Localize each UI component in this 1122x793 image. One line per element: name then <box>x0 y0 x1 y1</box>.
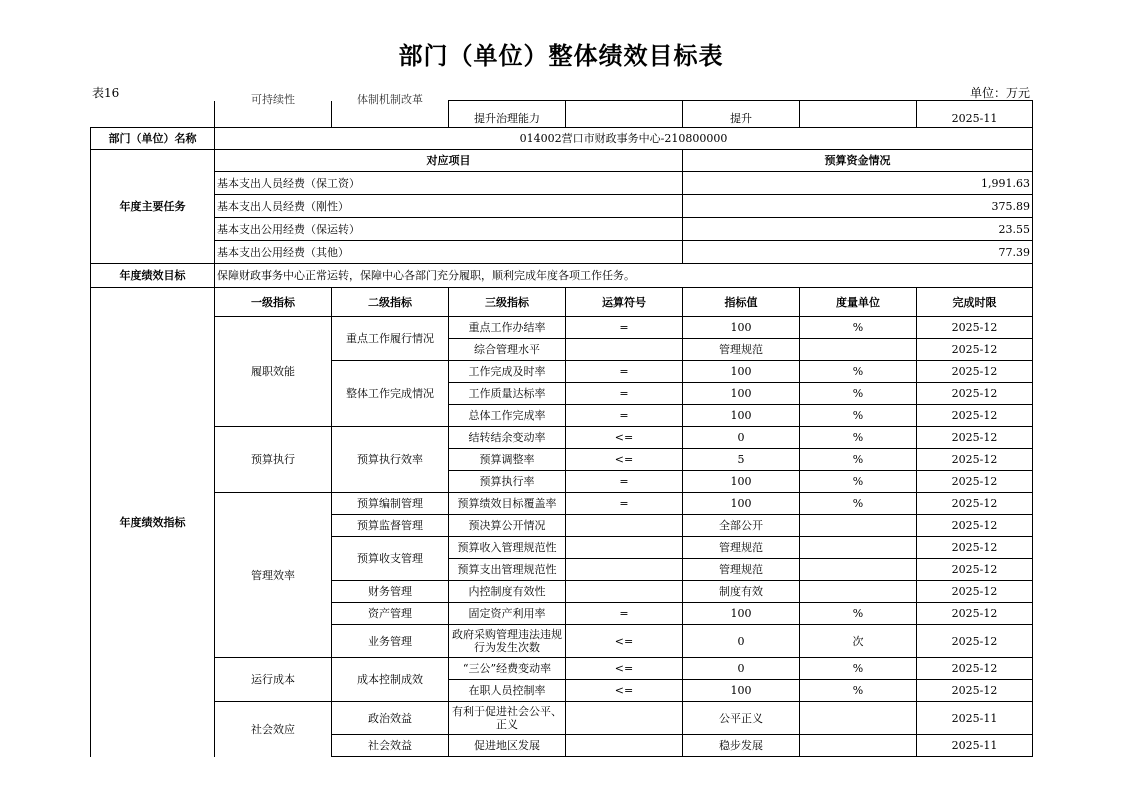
indicator-time: 2025-12 <box>917 405 1033 427</box>
indicator-op <box>566 702 683 735</box>
dept-label: 部门（单位）名称 <box>91 128 215 150</box>
indicator-value: 公平正义 <box>683 702 800 735</box>
carryover-l1: 可持续性 <box>251 92 295 106</box>
indicator-l3: 预算执行率 <box>449 471 566 493</box>
indicator-op: = <box>566 603 683 625</box>
indicator-l3: 结转结余变动率 <box>449 427 566 449</box>
indicator-value: 管理规范 <box>683 339 800 361</box>
indicator-time: 2025-11 <box>917 702 1033 735</box>
indicator-time: 2025-12 <box>917 361 1033 383</box>
indicator-op: = <box>566 405 683 427</box>
carryover-unit <box>800 101 917 128</box>
indicator-time: 2025-11 <box>917 735 1033 757</box>
indicator-unit: % <box>800 603 917 625</box>
header-unit: 度量单位 <box>800 288 917 317</box>
indicator-l2: 财务管理 <box>332 581 449 603</box>
indicator-op: <= <box>566 625 683 658</box>
indicator-value: 100 <box>683 317 800 339</box>
indicator-l2: 政治效益 <box>332 702 449 735</box>
indicator-l2: 预算收支管理 <box>332 537 449 581</box>
indicator-unit <box>800 735 917 757</box>
indicator-l3: 预算调整率 <box>449 449 566 471</box>
indicator-value: 100 <box>683 493 800 515</box>
indicator-unit <box>800 702 917 735</box>
indicator-value: 全部公开 <box>683 515 800 537</box>
header-l3: 三级指标 <box>449 288 566 317</box>
indicator-unit: % <box>800 449 917 471</box>
indicator-l3: 预决算公开情况 <box>449 515 566 537</box>
indicator-l1: 履职效能 <box>215 317 332 427</box>
indicator-l3: 工作完成及时率 <box>449 361 566 383</box>
indicator-value: 0 <box>683 625 800 658</box>
indicator-value: 5 <box>683 449 800 471</box>
indicator-unit <box>800 581 917 603</box>
indicator-unit: % <box>800 361 917 383</box>
indicator-unit: % <box>800 427 917 449</box>
indicator-row <box>91 493 1033 515</box>
indicator-op <box>566 339 683 361</box>
indicator-l3: 内控制度有效性 <box>449 581 566 603</box>
indicator-unit: % <box>800 493 917 515</box>
indicator-value: 100 <box>683 603 800 625</box>
indicator-time: 2025-12 <box>917 537 1033 559</box>
indicator-op: <= <box>566 658 683 680</box>
indicator-time: 2025-12 <box>917 515 1033 537</box>
indicator-l2: 预算执行效率 <box>332 427 449 493</box>
indicator-op: = <box>566 317 683 339</box>
task-item: 基本支出公用经费（其他） <box>215 241 683 264</box>
indicator-row <box>91 427 1033 449</box>
task-item: 基本支出公用经费（保运转） <box>215 218 683 241</box>
indicator-value: 稳步发展 <box>683 735 800 757</box>
table-number: 表16 <box>92 86 120 100</box>
indicator-unit: 次 <box>800 625 917 658</box>
indicator-op: <= <box>566 427 683 449</box>
indicator-unit: % <box>800 471 917 493</box>
header-time: 完成时限 <box>917 288 1033 317</box>
indicator-time: 2025-12 <box>917 680 1033 702</box>
indicator-op: <= <box>566 449 683 471</box>
carryover-value: 提升 <box>683 101 800 128</box>
indicator-time: 2025-12 <box>917 493 1033 515</box>
indicator-unit: % <box>800 658 917 680</box>
indicator-time: 2025-12 <box>917 625 1033 658</box>
indicator-l2: 整体工作完成情况 <box>332 361 449 427</box>
indicator-value: 100 <box>683 383 800 405</box>
indicator-time: 2025-12 <box>917 471 1033 493</box>
indicator-unit: % <box>800 383 917 405</box>
indicator-value: 0 <box>683 658 800 680</box>
indicator-l3: 重点工作办结率 <box>449 317 566 339</box>
header-l1: 一级指标 <box>215 288 332 317</box>
indicator-unit <box>800 559 917 581</box>
indicator-l3: 固定资产利用率 <box>449 603 566 625</box>
indicator-unit: % <box>800 680 917 702</box>
indicator-l3: 预算绩效目标覆盖率 <box>449 493 566 515</box>
indicator-l3: 工作质量达标率 <box>449 383 566 405</box>
indicator-value: 100 <box>683 361 800 383</box>
indicator-value: 管理规范 <box>683 537 800 559</box>
tasks-col-item: 对应项目 <box>215 150 683 172</box>
indicator-row <box>91 702 1033 735</box>
dept-value: 014002营口市财政事务中心-210800000 <box>215 128 1033 150</box>
indicator-l3: 促进地区发展 <box>449 735 566 757</box>
indicator-l1: 管理效率 <box>215 493 332 658</box>
dept-row <box>91 128 1033 150</box>
task-item: 基本支出人员经费（保工资） <box>215 172 683 195</box>
indicators-label: 年度绩效指标 <box>91 288 215 757</box>
indicator-l2: 社会效益 <box>332 735 449 757</box>
carryover-time: 2025-11 <box>917 101 1033 128</box>
indicator-op: = <box>566 471 683 493</box>
indicator-l1: 社会效应 <box>215 702 332 757</box>
indicator-unit <box>800 537 917 559</box>
indicator-time: 2025-12 <box>917 658 1033 680</box>
goal-text: 保障财政事务中心正常运转，保障中心各部门充分履职，顺利完成年度各项工作任务。 <box>215 264 1033 288</box>
indicator-value: 100 <box>683 471 800 493</box>
task-amount: 77.39 <box>683 241 1033 264</box>
task-item: 基本支出人员经费（刚性） <box>215 195 683 218</box>
indicator-op <box>566 559 683 581</box>
task-amount: 375.89 <box>683 195 1033 218</box>
indicator-l2: 预算编制管理 <box>332 493 449 515</box>
indicator-op: = <box>566 383 683 405</box>
indicator-l2: 重点工作履行情况 <box>332 317 449 361</box>
indicator-time: 2025-12 <box>917 559 1033 581</box>
indicator-op <box>566 735 683 757</box>
indicator-value: 100 <box>683 680 800 702</box>
header-value: 指标值 <box>683 288 800 317</box>
indicator-l3: 总体工作完成率 <box>449 405 566 427</box>
indicator-unit: % <box>800 317 917 339</box>
indicator-time: 2025-12 <box>917 603 1033 625</box>
indicator-row <box>91 317 1033 339</box>
indicator-l1: 运行成本 <box>215 658 332 702</box>
indicator-value: 0 <box>683 427 800 449</box>
indicator-l2: 预算监督管理 <box>332 515 449 537</box>
goal-label: 年度绩效目标 <box>91 264 215 288</box>
page-title: 部门（单位）整体绩效目标表 <box>398 42 724 70</box>
indicator-l3: 预算支出管理规范性 <box>449 559 566 581</box>
indicator-op: <= <box>566 680 683 702</box>
carryover-l2: 体制机制改革 <box>357 92 423 106</box>
indicator-op: = <box>566 361 683 383</box>
indicator-l1: 预算执行 <box>215 427 332 493</box>
indicator-unit <box>800 339 917 361</box>
indicator-row <box>91 658 1033 680</box>
tasks-col-budget: 预算资金情况 <box>683 150 1033 172</box>
task-row <box>91 195 1033 218</box>
unit-label: 单位：万元 <box>969 86 1030 100</box>
indicator-time: 2025-12 <box>917 449 1033 471</box>
header-op: 运算符号 <box>566 288 683 317</box>
header-l2: 二级指标 <box>332 288 449 317</box>
tasks-label: 年度主要任务 <box>91 150 215 264</box>
goal-row <box>91 264 1033 288</box>
tasks-header-row <box>91 150 1033 172</box>
indicators-header-row <box>91 288 1033 317</box>
indicator-value: 100 <box>683 405 800 427</box>
indicator-l3: 综合管理水平 <box>449 339 566 361</box>
carryover-l3: 提升治理能力 <box>449 101 566 128</box>
indicator-l3: 政府采购管理违法违规行为发生次数 <box>449 625 566 658</box>
indicator-l3: 在职人员控制率 <box>449 680 566 702</box>
indicator-unit <box>800 515 917 537</box>
indicator-time: 2025-12 <box>917 581 1033 603</box>
indicator-time: 2025-12 <box>917 317 1033 339</box>
indicator-unit: % <box>800 405 917 427</box>
indicator-l3: 有利于促进社会公平、正义 <box>449 702 566 735</box>
carryover-op <box>566 101 683 128</box>
indicator-time: 2025-12 <box>917 339 1033 361</box>
indicator-l3: 预算收入管理规范性 <box>449 537 566 559</box>
task-amount: 1,991.63 <box>683 172 1033 195</box>
indicator-time: 2025-12 <box>917 383 1033 405</box>
indicator-value: 管理规范 <box>683 559 800 581</box>
task-row <box>91 241 1033 264</box>
indicator-op <box>566 515 683 537</box>
carryover-row <box>91 101 1033 128</box>
indicator-l3: “三公”经费变动率 <box>449 658 566 680</box>
indicator-op <box>566 581 683 603</box>
indicator-l2: 资产管理 <box>332 603 449 625</box>
indicator-l2: 成本控制成效 <box>332 658 449 702</box>
indicator-value: 制度有效 <box>683 581 800 603</box>
indicator-time: 2025-12 <box>917 427 1033 449</box>
indicator-op <box>566 537 683 559</box>
indicator-l2: 业务管理 <box>332 625 449 658</box>
task-row <box>91 218 1033 241</box>
task-amount: 23.55 <box>683 218 1033 241</box>
indicator-op: = <box>566 493 683 515</box>
task-row <box>91 172 1033 195</box>
